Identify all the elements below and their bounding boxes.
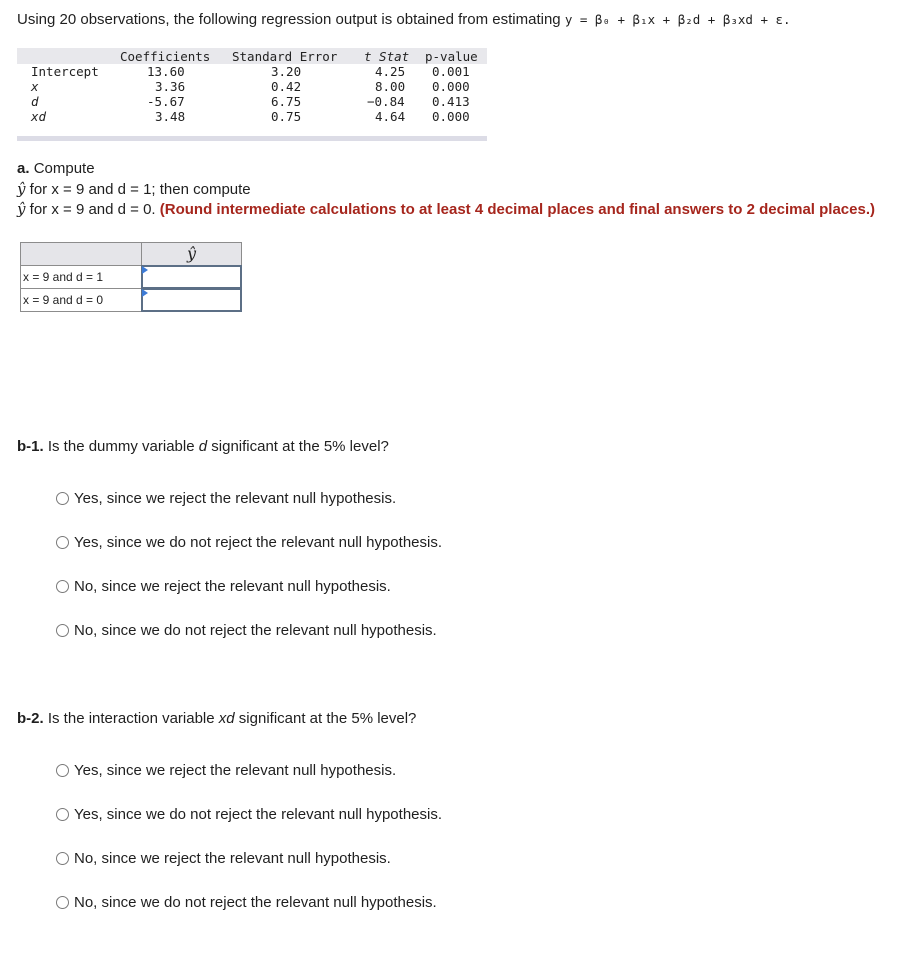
b2-option-1[interactable] <box>56 762 396 779</box>
answer-row-label-d0: x = 9 and d = 0 <box>20 288 142 312</box>
b2-option-1-label: Yes, since we reject the relevant null hypothesis. <box>74 762 397 779</box>
b2-option-2-label: Yes, since we do not reject the relevant null hypothesis. <box>74 806 442 823</box>
part-a-line1 <box>17 160 95 177</box>
b1-option-3-label: No, since we reject the relevant null hypothesis. <box>74 578 391 595</box>
part-b2-text-end: significant at the 5% level? <box>238 710 417 727</box>
part-b1-text-end: significant at the 5% level? <box>211 438 389 455</box>
yhat-input-d0[interactable] <box>141 288 242 312</box>
part-a-line3 <box>17 200 875 218</box>
part-a-for: for <box>29 201 48 218</box>
regression-output-table <box>17 48 487 141</box>
radio-button[interactable] <box>56 536 69 549</box>
radio-button[interactable] <box>56 764 69 777</box>
part-b2-label: b-2. <box>17 710 44 727</box>
coef-x: 3.36 <box>155 79 186 94</box>
p-x: 0.000 <box>432 79 470 94</box>
b2-option-2[interactable] <box>56 806 442 823</box>
part-a-line2 <box>17 180 251 198</box>
header-coefficients: Coefficients <box>120 49 211 64</box>
t-intercept: 4.25 <box>375 64 406 79</box>
t-xd: 4.64 <box>375 109 406 124</box>
intro-text <box>17 11 791 28</box>
part-b1-question <box>17 438 389 455</box>
coef-d: -5.67 <box>147 94 185 109</box>
yhat-symbol: ŷ <box>17 200 26 218</box>
b1-option-4[interactable] <box>56 622 437 639</box>
yhat-input-d1[interactable] <box>141 265 242 289</box>
se-xd: 0.75 <box>271 109 302 124</box>
b2-option-3-label: No, since we reject the relevant null hypothesis. <box>74 850 391 867</box>
row-label-xd: xd <box>31 109 47 124</box>
radio-button[interactable] <box>56 808 69 821</box>
intro-sentence: Using 20 observations, the following regression output is obtained from estimating <box>17 11 561 28</box>
se-intercept: 3.20 <box>271 64 302 79</box>
rounding-note: (Round intermediate calculations to at least 4 decimal places and final answers to 2 decimal places.) <box>159 201 875 218</box>
b1-option-2-label: Yes, since we do not reject the relevant null hypothesis. <box>74 534 442 551</box>
part-b2-text: Is the interaction variable <box>47 710 215 727</box>
b1-option-1[interactable] <box>56 490 396 507</box>
radio-button[interactable] <box>56 896 69 909</box>
se-x: 0.42 <box>271 79 302 94</box>
p-d: 0.413 <box>432 94 470 109</box>
part-b2-question <box>17 710 416 727</box>
b1-option-2[interactable] <box>56 534 442 551</box>
b2-option-3[interactable] <box>56 850 391 867</box>
radio-button[interactable] <box>56 852 69 865</box>
se-d: 6.75 <box>271 94 302 109</box>
p-intercept: 0.001 <box>432 64 470 79</box>
header-p-value: p-value <box>425 49 478 64</box>
part-a-label: a. <box>17 160 30 177</box>
p-xd: 0.000 <box>432 109 470 124</box>
b1-option-4-label: No, since we do not reject the relevant null hypothesis. <box>74 622 437 639</box>
radio-button[interactable] <box>56 580 69 593</box>
b2-option-4[interactable] <box>56 894 437 911</box>
part-b2-variable: xd <box>218 710 235 727</box>
row-label-x: x <box>31 79 39 94</box>
answer-row-label-d1: x = 9 and d = 1 <box>20 265 142 289</box>
row-label-d: d <box>31 94 39 109</box>
b1-option-1-label: Yes, since we reject the relevant null hypothesis. <box>74 490 397 507</box>
radio-button[interactable] <box>56 624 69 637</box>
part-b1-variable: d <box>198 438 208 455</box>
part-a-condition-2: x = 9 and d = 0. <box>51 201 156 218</box>
answer-table-corner <box>20 242 142 266</box>
b2-option-4-label: No, since we do not reject the relevant null hypothesis. <box>74 894 437 911</box>
part-a-compute: Compute <box>33 160 95 177</box>
header-t-stat: t Stat <box>364 49 410 64</box>
answer-table-header-yhat: ŷ <box>186 244 197 263</box>
t-d: −0.84 <box>367 94 405 109</box>
part-b1-label: b-1. <box>17 438 44 455</box>
yhat-symbol: ŷ <box>17 180 26 198</box>
part-a-for: for <box>29 181 48 198</box>
part-b1-text: Is the dummy variable <box>47 438 195 455</box>
model-equation: y = β₀ + β₁x + β₂d + β₃xd + ε. <box>564 12 791 27</box>
part-a-condition-1: x = 9 and d = 1; then compute <box>51 181 251 198</box>
input-marker-icon <box>142 266 148 274</box>
coef-intercept: 13.60 <box>147 64 185 79</box>
radio-button[interactable] <box>56 492 69 505</box>
t-x: 8.00 <box>375 79 406 94</box>
row-label-intercept: Intercept <box>31 64 99 79</box>
b1-option-3[interactable] <box>56 578 391 595</box>
header-standard-error: Standard Error <box>232 49 338 64</box>
input-marker-icon <box>142 289 148 297</box>
coef-xd: 3.48 <box>155 109 186 124</box>
